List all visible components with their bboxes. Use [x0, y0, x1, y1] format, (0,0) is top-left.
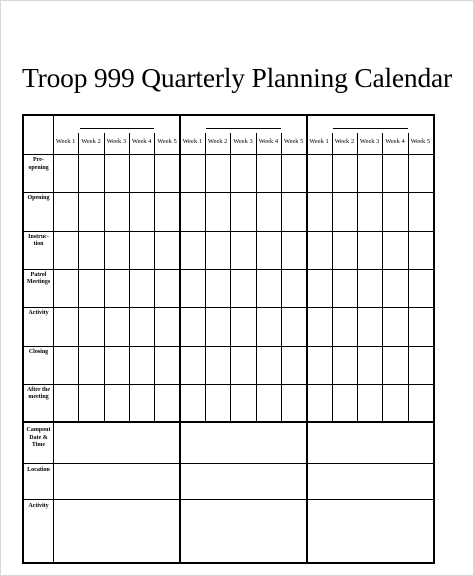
week-label: Week 4	[385, 138, 405, 145]
row-label: Opening	[27, 195, 50, 202]
week-column-line	[104, 133, 105, 421]
bottom-row-divider	[24, 499, 433, 500]
label-column-divider	[53, 116, 54, 562]
month-divider	[179, 116, 181, 562]
bottom-row-label: Location	[27, 467, 50, 473]
week-column-line	[256, 133, 257, 421]
month-bar	[80, 128, 155, 129]
page-title: Troop 999 Quarterly Planning Calendar	[22, 62, 452, 93]
month-divider	[306, 116, 308, 562]
week-column-line	[332, 133, 333, 421]
row-label: Pre- opening	[28, 157, 49, 171]
week-label: Week 1	[309, 138, 329, 145]
bottom-row-label: Activity	[28, 503, 49, 509]
month-bar	[206, 128, 281, 129]
row-divider	[24, 192, 433, 193]
row-divider	[24, 346, 433, 347]
week-column-line	[230, 133, 231, 421]
row-divider	[24, 307, 433, 308]
row-label: Activity	[28, 310, 49, 317]
week-label: Week 1	[182, 138, 203, 145]
row-label: After the meeting	[26, 386, 51, 401]
week-label: Week 2	[81, 138, 101, 145]
week-column-line	[382, 133, 383, 421]
week-label: Week 3	[359, 138, 380, 145]
week-label: Week 4	[131, 138, 152, 145]
header-divider	[24, 154, 433, 155]
week-column-line	[281, 133, 282, 421]
row-divider	[24, 269, 433, 270]
week-column-line	[408, 133, 409, 421]
row-label: Patrol Meetings	[26, 271, 51, 286]
week-label: Week 2	[207, 138, 228, 145]
week-label: Week 3	[106, 138, 127, 145]
week-label: Week 5	[157, 138, 177, 145]
row-label: Closing	[28, 348, 49, 355]
row-divider	[24, 384, 433, 385]
week-column-line	[154, 133, 155, 421]
week-label: Week 3	[233, 138, 253, 145]
week-label: Week 5	[410, 138, 431, 145]
week-column-line	[205, 133, 206, 421]
week-label: Week 1	[55, 138, 76, 145]
month-bar	[333, 128, 408, 129]
week-column-line	[357, 133, 358, 421]
week-column-line	[78, 133, 79, 421]
row-divider	[24, 231, 433, 232]
row-label: Instruc- tion	[28, 233, 49, 248]
week-label: Week 5	[283, 138, 304, 145]
week-label: Week 2	[334, 138, 355, 145]
planning-grid	[22, 114, 435, 564]
week-label: Week 4	[258, 138, 279, 145]
bottom-row-divider	[24, 463, 433, 464]
week-column-line	[129, 133, 130, 421]
section-divider	[24, 421, 433, 423]
bottom-row-label: Campout Date & Time	[26, 427, 51, 448]
